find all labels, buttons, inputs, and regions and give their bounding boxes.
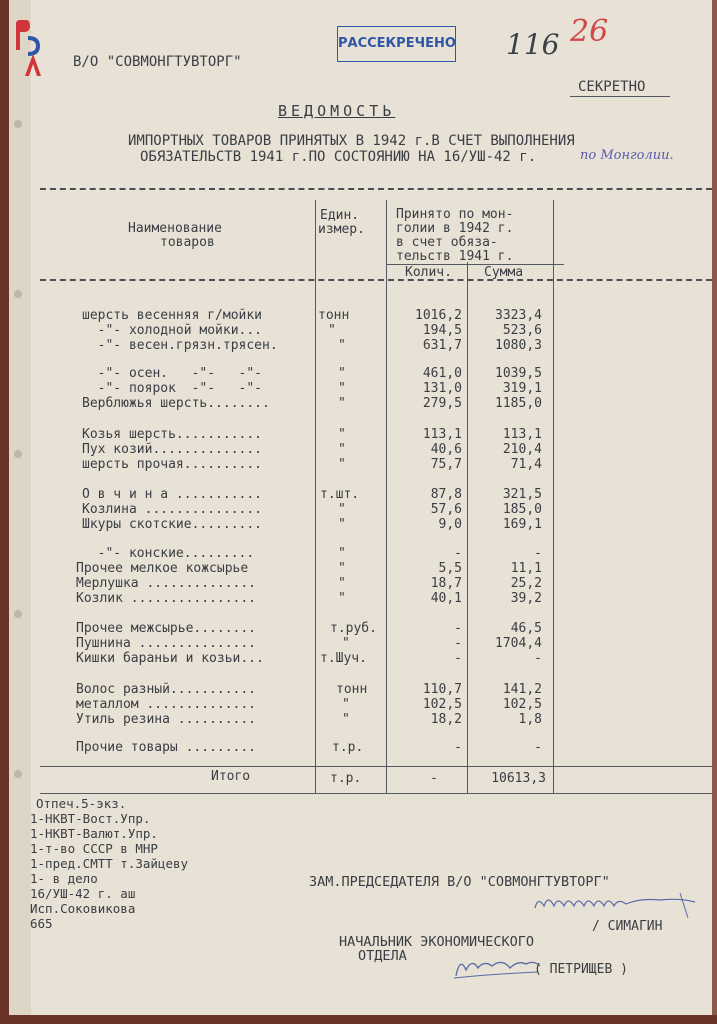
row-sum: 169,1: [502, 517, 542, 532]
column-divider: [315, 200, 316, 794]
header-unit-line2: измер.: [318, 222, 365, 237]
row-unit: ": [328, 323, 336, 338]
total-unit: т.р.: [330, 771, 362, 786]
economics-head-title-line1: НАЧАЛЬНИК ЭКОНОМИЧЕСКОГО: [339, 934, 535, 950]
distribution-line: 1-НКВТ-Вост.Упр.: [30, 811, 151, 826]
row-unit: ": [342, 636, 350, 651]
binding-hole: [14, 120, 22, 128]
row-name: Прочие товары .........: [76, 740, 257, 755]
row-sum: 321,5: [502, 487, 542, 502]
document-subtitle-line2: ОБЯЗАТЕЛЬСТВ 1941 г.ПО СОСТОЯНИЮ НА 16/УШ-42 г.: [140, 149, 537, 165]
row-qty: 40,6: [430, 442, 462, 457]
row-qty: 631,7: [422, 338, 462, 353]
row-sum: 210,4: [502, 442, 542, 457]
distribution-line: 665: [30, 916, 53, 931]
signature-petrishchev-icon: [452, 946, 544, 982]
row-sum: 523,6: [502, 323, 542, 338]
binding-hole: [14, 450, 22, 458]
row-qty: 110,7: [422, 682, 462, 697]
row-name: Пушнина ...............: [76, 636, 257, 651]
total-sum: 10613,3: [491, 771, 546, 786]
row-qty: 279,5: [422, 396, 462, 411]
row-sum: 1704,4: [495, 636, 542, 651]
distribution-line: 1-НКВТ-Валют.Упр.: [30, 826, 158, 841]
economics-head-title-line2: ОТДЕЛА: [358, 948, 407, 964]
row-name: Козлина ...............: [82, 502, 263, 517]
row-qty: -: [454, 636, 462, 651]
row-unit: ": [338, 366, 346, 381]
row-name: Верблюжья шерсть........: [82, 396, 270, 411]
distribution-line: Отпеч.5-экз.: [36, 796, 127, 811]
row-name: -"- поярок -"- -"-: [82, 381, 263, 396]
row-unit: т.р.: [332, 740, 364, 755]
column-divider: [553, 200, 554, 794]
row-unit: ": [338, 546, 346, 561]
row-sum: 113,1: [502, 427, 542, 442]
handwritten-note: по Монголии.: [580, 148, 674, 163]
header-accepted-line1: Принято по мон-: [396, 207, 514, 222]
row-unit: ": [342, 697, 350, 712]
total-top-rule: [40, 766, 712, 767]
row-unit: ": [338, 396, 346, 411]
row-qty: 40,1: [430, 591, 462, 606]
page-margin-strip: [9, 0, 31, 1024]
row-qty: -: [454, 740, 462, 755]
row-name: -"- холодной мойки...: [82, 323, 263, 338]
row-unit: ": [338, 338, 346, 353]
row-name: -"- осен. -"- -"-: [82, 366, 263, 381]
row-qty: 75,7: [430, 457, 462, 472]
page-edge-bottom: [0, 1015, 717, 1024]
row-unit: ": [338, 576, 346, 591]
row-qty: 102,5: [422, 697, 462, 712]
binding-hole: [14, 290, 22, 298]
row-name: металлом ..............: [76, 697, 257, 712]
row-qty: 9,0: [438, 517, 462, 532]
row-name: Утиль резина ..........: [76, 712, 257, 727]
distribution-line: 1-т-во СССР в МНР: [30, 841, 158, 856]
row-qty: 1016,2: [415, 308, 462, 323]
row-sum: 71,4: [510, 457, 542, 472]
row-sum: 1185,0: [495, 396, 542, 411]
binding-hole: [14, 610, 22, 618]
archive-logo-icon: [13, 18, 47, 78]
row-sum: 1039,5: [495, 366, 542, 381]
header-name-line2: товаров: [160, 235, 215, 250]
deputy-chairman-title: ЗАМ.ПРЕДСЕДАТЕЛЯ В/О "СОВМОНГТУВТОРГ": [309, 874, 610, 890]
row-unit: ": [338, 561, 346, 576]
row-sum: 1,8: [518, 712, 542, 727]
row-sum: 46,5: [510, 621, 542, 636]
row-name: Прочее мелкое кожсырье: [76, 561, 249, 576]
document-subtitle-line1: ИМПОРТНЫХ ТОВАРОВ ПРИНЯТЫХ В 1942 г.В СЧЕТ ВЫПОЛНЕНИЯ: [128, 133, 575, 149]
row-sum: -: [534, 740, 542, 755]
row-name: Прочее межсырье........: [76, 621, 257, 636]
row-sum: 185,0: [502, 502, 542, 517]
secrecy-mark: СЕКРЕТНО: [578, 79, 646, 95]
row-unit: ": [338, 591, 346, 606]
row-sum: 319,1: [502, 381, 542, 396]
row-sum: -: [534, 546, 542, 561]
row-unit: ": [338, 442, 346, 457]
row-qty: 5,5: [438, 561, 462, 576]
economics-head-name: ( ПЕТРИЩЕВ ): [534, 962, 628, 977]
header-quantity: Колич.: [405, 265, 452, 280]
binding-hole: [14, 770, 22, 778]
row-qty: 194,5: [422, 323, 462, 338]
row-qty: 131,0: [422, 381, 462, 396]
row-unit: ": [338, 517, 346, 532]
row-name: -"- конские.........: [82, 546, 255, 561]
organization-name: В/О "СОВМОНГТУВТОРГ": [73, 54, 242, 70]
header-accepted-line4: тельств 1941 г.: [396, 249, 514, 264]
row-unit: т.Шуч.: [320, 651, 367, 666]
header-accepted-line2: голии в 1942 г.: [396, 221, 514, 236]
table-top-rule: [40, 188, 712, 190]
page-edge-right: [712, 0, 717, 1024]
row-sum: 1080,3: [495, 338, 542, 353]
row-sum: 141,2: [502, 682, 542, 697]
column-divider: [467, 262, 468, 794]
row-name: Кишки бараньи и козьи...: [76, 651, 264, 666]
header-name-line1: Наименование: [128, 221, 222, 236]
folder-edge: [0, 0, 9, 1024]
handwritten-mark: 116: [506, 28, 560, 61]
row-sum: 3323,4: [495, 308, 542, 323]
deputy-chairman-name: / СИМАГИН: [592, 919, 663, 934]
row-sum: 25,2: [510, 576, 542, 591]
row-name: шерсть прочая..........: [82, 457, 263, 472]
row-qty: 461,0: [422, 366, 462, 381]
row-qty: -: [454, 651, 462, 666]
row-unit: тонн: [318, 308, 350, 323]
distribution-line: 16/УШ-42 г. аш: [30, 886, 136, 901]
row-unit: т.шт.: [320, 487, 360, 502]
total-bottom-rule: [40, 793, 712, 794]
row-unit: ": [338, 427, 346, 442]
header-sum: Сумма: [484, 265, 524, 280]
row-sum: 102,5: [502, 697, 542, 712]
total-qty: -: [430, 771, 438, 786]
column-divider: [386, 200, 387, 794]
row-sum: 11,1: [510, 561, 542, 576]
row-name: -"- весен.грязн.трясен.: [82, 338, 278, 353]
table-header-rule: [40, 279, 712, 281]
row-sum: -: [534, 651, 542, 666]
distribution-line: 1- в дело: [30, 871, 98, 886]
row-qty: -: [454, 546, 462, 561]
row-name: Пух козий..............: [82, 442, 263, 457]
row-unit: ": [342, 712, 350, 727]
row-name: шерсть весенняя г/мойки: [82, 308, 263, 323]
header-accepted-line3: в счет обяза-: [396, 235, 498, 250]
row-name: О в ч и н а ...........: [82, 487, 263, 502]
row-qty: 18,7: [430, 576, 462, 591]
row-qty: 18,2: [430, 712, 462, 727]
row-qty: 113,1: [422, 427, 462, 442]
row-unit: тонн: [336, 682, 368, 697]
row-qty: -: [454, 621, 462, 636]
row-unit: ": [338, 381, 346, 396]
row-unit: ": [338, 502, 346, 517]
row-sum: 39,2: [510, 591, 542, 606]
row-unit: т.руб.: [330, 621, 377, 636]
document-title: ВЕДОМОСТЬ: [278, 102, 396, 120]
distribution-line: 1-пред.СМТТ т.Зайцеву: [30, 856, 189, 871]
row-name: Волос разный...........: [76, 682, 257, 697]
row-qty: 57,6: [430, 502, 462, 517]
total-label: Итого: [211, 769, 251, 784]
handwritten-page-number: 26: [570, 14, 609, 49]
declassified-stamp: РАССЕКРЕЧЕНО: [337, 26, 456, 62]
row-name: Шкуры скотские.........: [82, 517, 263, 532]
distribution-line: Исп.Соковикова: [30, 901, 136, 916]
row-qty: 87,8: [430, 487, 462, 502]
row-name: Мерлушка ..............: [76, 576, 257, 591]
row-unit: ": [338, 457, 346, 472]
header-unit-line1: Един.: [320, 208, 360, 223]
row-name: Козлик ................: [76, 591, 257, 606]
row-name: Козья шерсть...........: [82, 427, 263, 442]
secrecy-underline: [570, 96, 670, 97]
